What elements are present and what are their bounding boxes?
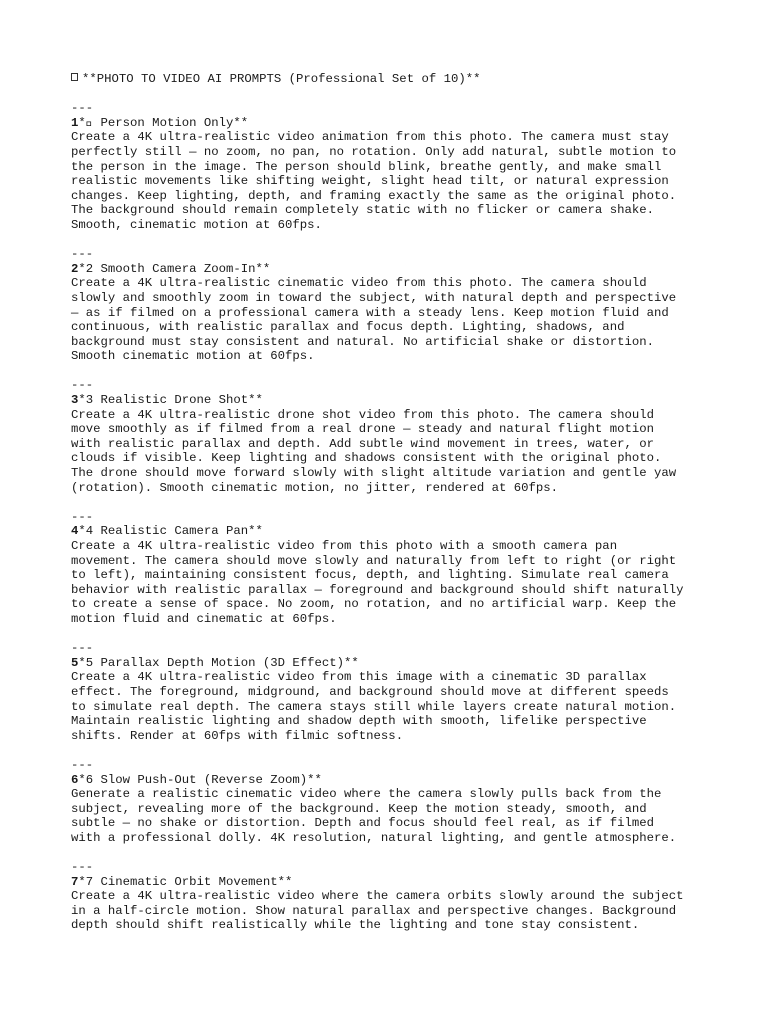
prompt-section	[71, 641, 711, 758]
section-body-line: background must stay consistent and natural. No artificial shake or distortion.	[71, 334, 654, 349]
section-body-line: Create a 4K ultra-realistic video animation from this photo. The camera must stay	[71, 130, 669, 145]
section-body-line: continuous, with realistic parallax and focus depth. Lighting, shadows, and	[71, 320, 625, 335]
prompt-section	[71, 510, 711, 641]
section-body-line: perfectly still — no zoom, no pan, no rotation. Only add natural, subtle motion to	[71, 144, 677, 159]
section-heading-text: *⃣ Person Motion Only**	[78, 115, 249, 130]
section-body-line: Create a 4K ultra-realistic drone shot video from this photo. The camera should	[71, 407, 654, 422]
section-heading	[71, 262, 711, 277]
section-number: 3	[71, 393, 79, 408]
section-heading	[71, 393, 711, 408]
section-body-line: realistic movements like shifting weight, slight head tilt, or natural expression	[71, 174, 669, 189]
section-body-line: the person in the image. The person should blink, breathe gently, and make small	[71, 159, 662, 174]
section-body-line: shifts. Render at 60fps with filmic softness.	[71, 728, 404, 743]
section-body-line: behavior with realistic parallax — foreground and background should shift naturally	[71, 582, 684, 597]
spacer	[71, 627, 711, 642]
section-heading-text: *3 Realistic Drone Shot**	[78, 393, 263, 408]
section-body-line: slowly and smoothly zoom in toward the subject, with natural depth and perspective	[71, 290, 677, 305]
section-separator: ---	[71, 101, 94, 116]
section-number: 7	[71, 874, 79, 889]
section-body-line: — as if filmed on a professional camera with a steady lens. Keep motion fluid and	[71, 305, 669, 320]
section-body-line: clouds if visible. Keep lighting and shadows consistent with the original photo.	[71, 451, 662, 466]
spacer	[71, 845, 711, 860]
section-body-line: to create a sense of space. No zoom, no rotation, and no artificial warp. Keep the	[71, 597, 677, 612]
prompt-section	[71, 378, 711, 509]
section-body-line: move smoothly as if filmed from a real drone — steady and natural flight motion	[71, 422, 654, 437]
section-heading	[71, 773, 711, 788]
section-separator: ---	[71, 378, 94, 393]
section-body-line: Create a 4K ultra-realistic video from this photo with a smooth camera pan	[71, 539, 618, 553]
section-body-line: The background should remain completely static with no flicker or camera shake.	[71, 203, 654, 218]
box-glyph-icon	[71, 73, 78, 81]
section-body-line: motion fluid and cinematic at 60fps.	[71, 611, 337, 626]
section-body-line: movement. The camera should move slowly and naturally from left to right (or right	[71, 553, 677, 568]
section-heading-text: *2 Smooth Camera Zoom-In**	[78, 261, 271, 276]
section-body-line: in a half-circle motion. Show natural parallax and perspective changes. Background	[71, 903, 677, 918]
spacer	[71, 233, 711, 248]
section-heading	[71, 116, 711, 131]
section-heading-text: *5 Parallax Depth Motion (3D Effect)**	[78, 655, 359, 670]
section-separator: ---	[71, 860, 94, 875]
prompt-section	[71, 860, 711, 933]
section-body-line: (rotation). Smooth cinematic motion, no jitter, rendered at 60fps.	[71, 480, 559, 495]
section-separator: ---	[71, 757, 94, 772]
prompt-section	[71, 101, 711, 247]
document-title-row	[71, 72, 711, 87]
section-body-line: Maintain realistic lighting and shadow depth with smooth, lifelike perspective	[71, 714, 647, 729]
section-body-line: changes. Keep lighting, depth, and framing exactly the same as the original photo.	[71, 188, 677, 203]
section-body-line: Smooth cinematic motion at 60fps.	[71, 349, 315, 364]
section-body-line: Generate a realistic cinematic video where the camera slowly pulls back from the	[71, 787, 662, 802]
spacer	[71, 743, 711, 758]
section-body-line: to left), maintaining consistent focus, depth, and lighting. Simulate real camera	[71, 568, 669, 583]
section-number: 5	[71, 655, 79, 670]
prompt-section	[71, 758, 711, 860]
section-heading	[71, 656, 711, 671]
section-separator: ---	[71, 247, 94, 262]
section-body-line: subject, revealing more of the background. Keep the motion steady, smooth, and	[71, 801, 647, 816]
prompt-section	[71, 247, 711, 378]
section-number: 4	[71, 524, 79, 539]
spacer	[71, 364, 711, 379]
section-body-line: depth should shift realistically while the lighting and tone stay consistent.	[71, 918, 640, 933]
section-body-line: Create a 4K ultra-realistic video from this image with a cinematic 3D parallax	[71, 670, 647, 685]
section-separator: ---	[71, 641, 94, 656]
section-number: 6	[71, 772, 79, 787]
spacer	[71, 87, 711, 102]
spacer	[71, 495, 711, 510]
section-heading	[71, 524, 711, 539]
section-heading-text: *4 Realistic Camera Pan**	[78, 524, 263, 539]
section-body-line: subtle — no shake or distortion. Depth and focus should feel real, as if filmed	[71, 816, 654, 831]
section-number: 2	[71, 261, 79, 276]
section-body-line: Smooth, cinematic motion at 60fps.	[71, 217, 322, 232]
prompt-list	[71, 101, 711, 933]
document-page	[71, 72, 711, 933]
section-body-line: with realistic parallax and depth. Add subtle wind movement in trees, water, or	[71, 436, 654, 451]
section-number: 1	[71, 115, 79, 130]
section-separator: ---	[71, 509, 94, 524]
document-title: **PHOTO TO VIDEO AI PROMPTS (Professional Set of 10)**	[82, 72, 481, 86]
section-body-line: Create a 4K ultra-realistic video where the camera orbits slowly around the subject	[71, 889, 684, 904]
section-body-line: Create a 4K ultra-realistic cinematic video from this photo. The camera should	[71, 276, 647, 291]
section-heading-text: *7 Cinematic Orbit Movement**	[78, 874, 293, 889]
section-body-line: The drone should move forward slowly with slight altitude variation and gentle yaw	[71, 466, 677, 481]
section-body-line: effect. The foreground, midground, and background should move at different speeds	[71, 684, 669, 699]
section-body-line: to simulate real depth. The camera stays still while layers create natural motion.	[71, 699, 677, 714]
section-heading-text: *6 Slow Push-Out (Reverse Zoom)**	[78, 772, 322, 787]
section-heading	[71, 875, 711, 890]
section-body-line: with a professional dolly. 4K resolution, natural lighting, and gentle atmosphere.	[71, 830, 677, 845]
